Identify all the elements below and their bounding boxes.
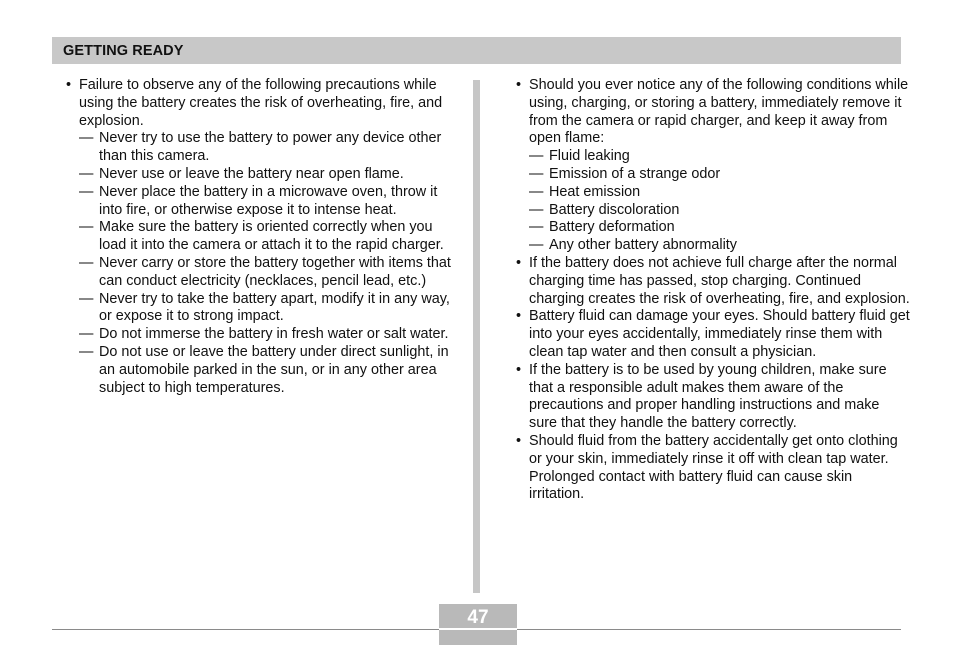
item-text: Battery fluid can damage your eyes. Should battery fluid get into your eyes accidentally, immediately rinse them with clean tap water and then consult a physician. <box>529 308 910 360</box>
bullet-marker: • <box>516 254 522 271</box>
bullet-item <box>516 433 910 504</box>
bullet-marker: • <box>516 308 522 325</box>
sub-item <box>516 184 910 202</box>
bullet-marker: • <box>66 77 72 93</box>
item-text: Battery discoloration <box>549 201 680 218</box>
item-text: Fluid leaking <box>549 148 630 165</box>
sub-item <box>516 202 910 220</box>
item-text: Never carry or store the battery together with items that can conduct electricity (necklaces, pencil lead, etc.) <box>99 254 451 289</box>
item-text: Do not immerse the battery in fresh water or salt water. <box>99 326 449 343</box>
item-text: Heat emission <box>549 183 641 200</box>
bullet-item <box>516 77 910 148</box>
column-divider <box>473 80 480 593</box>
item-text: Do not use or leave the battery under direct sunlight, in an automobile parked in the sun, or in any other area subject to high temperatures. <box>99 343 449 396</box>
bullet-marker: • <box>516 361 522 378</box>
sub-item <box>516 148 910 166</box>
item-text: Should fluid from the battery accidentally get onto clothing or your skin, immediately rinse it off with clean tap water. Prolonged contact with battery fluid can cause skin irritation. <box>529 432 898 503</box>
dash-marker: — <box>79 165 94 182</box>
section-title: GETTING READY <box>63 43 184 59</box>
section-header-bar <box>52 37 901 64</box>
item-text: Never try to take the battery apart, modify it in any way, or expose it to strong impact. <box>99 290 450 325</box>
item-text: If the battery is to be used by young children, make sure that a responsible adult makes them aware of the precautions and proper handling instructions and make sure that they handle the battery correctly. <box>529 361 887 432</box>
item-text: Make sure the battery is oriented correctly when you load it into the camera or attach it to the rapid charger. <box>99 219 444 254</box>
sub-item <box>66 130 461 166</box>
item-text: Never try to use the battery to power any device other than this camera. <box>99 130 442 165</box>
sub-item <box>66 219 461 255</box>
page-number-box <box>439 604 517 645</box>
right-column <box>516 77 910 504</box>
dash-marker: — <box>529 201 544 218</box>
dash-marker: — <box>529 183 544 200</box>
item-text: Battery deformation <box>549 219 675 236</box>
item-text: Any other battery abnormality <box>549 237 737 254</box>
sub-item <box>66 291 461 327</box>
dash-marker: — <box>529 219 544 236</box>
bullet-item <box>516 255 910 308</box>
left-column <box>66 77 461 397</box>
sub-item <box>66 166 461 184</box>
item-text: Never place the battery in a microwave oven, throw it into fire, or otherwise expose it to intense heat. <box>99 183 438 218</box>
bullet-item <box>516 308 910 361</box>
dash-marker: — <box>79 183 94 200</box>
dash-marker: — <box>79 343 94 360</box>
sub-item <box>66 344 461 397</box>
bullet-item <box>516 362 910 433</box>
item-text: Emission of a strange odor <box>549 165 721 182</box>
dash-marker: — <box>79 254 94 271</box>
dash-marker: — <box>79 219 94 236</box>
bullet-marker: • <box>516 77 522 93</box>
item-text: If the battery does not achieve full charge after the normal charging time has passed, stop charging. Continued charging creates the risk of overheating, fire, and explosion. <box>529 254 910 307</box>
bullet-item <box>66 77 461 130</box>
sub-item <box>66 184 461 220</box>
item-text: Never use or leave the battery near open flame. <box>99 165 404 182</box>
sub-item <box>516 219 910 237</box>
page-number: 47 <box>467 607 489 628</box>
item-text: Should you ever notice any of the following conditions while using, charging, or storing a battery, immediately remove it from the camera or rapid charger, and keep it away from open flame: <box>529 77 909 147</box>
dash-marker: — <box>79 130 94 147</box>
sub-item <box>66 326 461 344</box>
dash-marker: — <box>529 165 544 182</box>
sub-item <box>516 166 910 184</box>
dash-marker: — <box>79 290 94 307</box>
sub-item <box>66 255 461 291</box>
item-text: Failure to observe any of the following precautions while using the battery creates the risk of overheating, fire, and explosion. <box>79 77 443 129</box>
bullet-marker: • <box>516 432 522 449</box>
dash-marker: — <box>529 237 544 254</box>
sub-item <box>516 237 910 255</box>
dash-marker: — <box>79 326 94 343</box>
dash-marker: — <box>529 148 544 165</box>
